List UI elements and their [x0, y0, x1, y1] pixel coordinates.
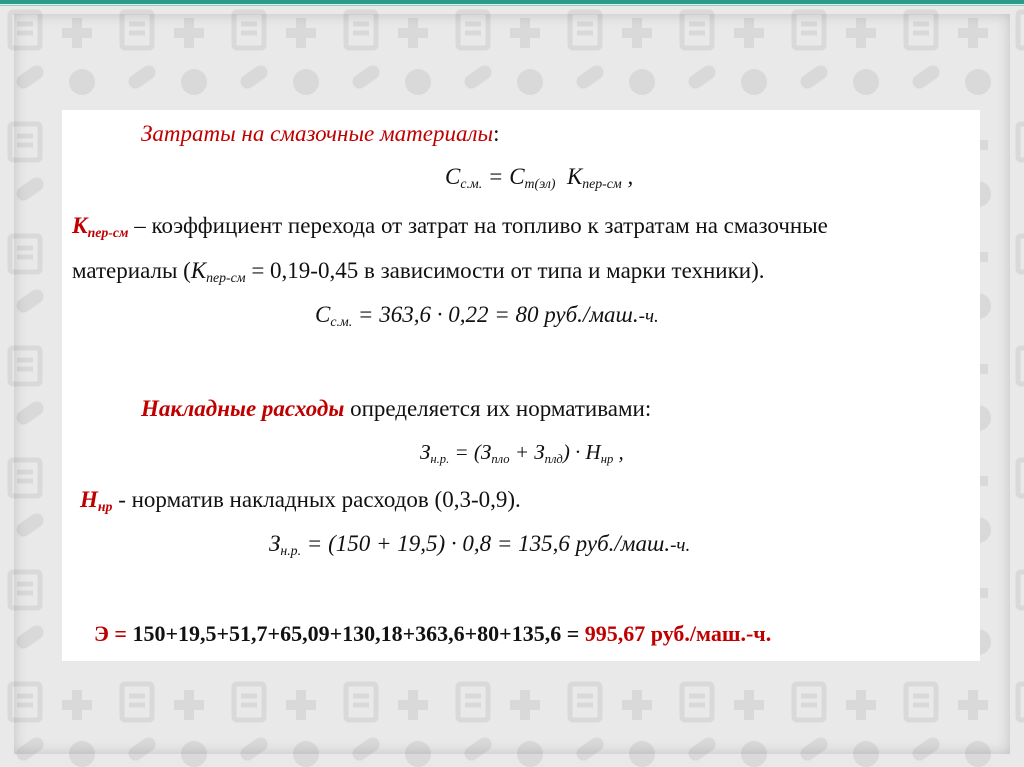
- coefficient-definition: $К_{пер-см}$ – коэффициент перехода от затрат на топливо к затратам на смазочные: [72, 213, 828, 241]
- coefficient-range: материалы ($К_{пер-см} = 0,19-0,45$ в зависимости от типа и марки техники).: [72, 258, 765, 286]
- top-accent-line: [0, 5, 1024, 6]
- overhead-heading: Накладные расходы определяется их нормативами:: [141, 396, 652, 421]
- lubricants-calculation: $С_{с.м.} = 363,6 \cdot 0,22 = 80$ руб./маш.-ч.: [315, 302, 659, 330]
- overhead-formula: $З_{н.р.} = (З_{пло} + З_{плд}) \cdot Н_{нр}$ ,: [420, 440, 624, 466]
- total-cost-line: Э = 150+19,5+51,7+65,09+130,18+363,6+80+135,6 = 995,67 руб./маш.-ч.: [94, 621, 772, 646]
- slide-content: [62, 110, 980, 661]
- overhead-calculation: $З_{н.р.} = (150 + 19,5) \cdot 0,8 = 135,6$ руб./маш.-ч.: [269, 531, 691, 559]
- top-accent-bar: [0, 0, 1024, 4]
- lubricants-heading: Затраты на смазочные материалы:: [141, 121, 500, 146]
- lubricants-formula: $С_{с.м.} = С_{т(эл)}$ $К_{пер-см}$ ,: [445, 164, 634, 192]
- overhead-norm-definition: $Н_{нр}$ - норматив накладных расходов (0,3-0,9).: [80, 487, 521, 515]
